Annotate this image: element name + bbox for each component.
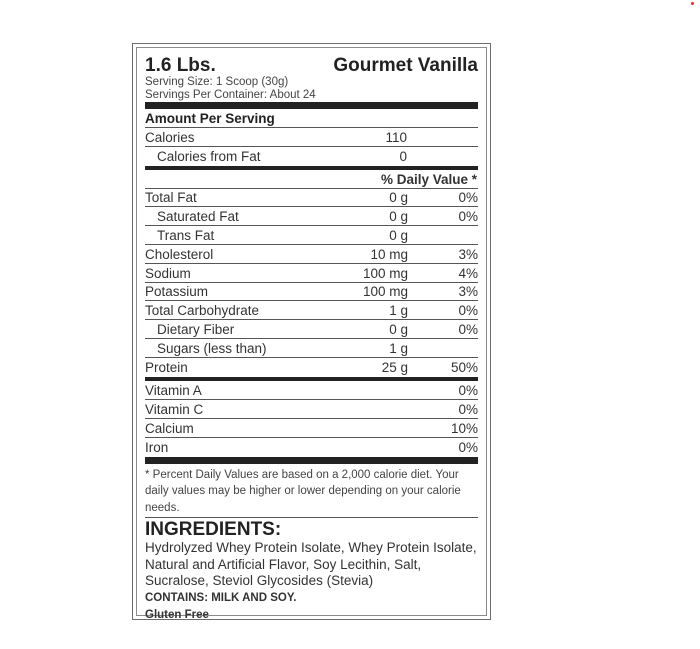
nutrient-row	[145, 339, 478, 358]
nutrient-name: Total Fat	[145, 190, 197, 206]
nutrition-label	[132, 43, 491, 620]
nutrient-name: Sugars (less than)	[157, 340, 267, 356]
calories-from-fat-amount: 0	[399, 148, 407, 164]
nutrient-daily-value: 0%	[458, 209, 478, 225]
ingredients-text: Hydrolyzed Whey Protein Isolate, Whey Protein Isolate, Natural and Artificial Flavor, Soy Lecithin, Salt, Sucralose, Steviol Glycosides (Stevia)	[145, 540, 477, 589]
nutrient-amount: 100 mg	[362, 284, 408, 300]
nutrient-amount: 0 g	[389, 227, 408, 243]
nutrient-name: Cholesterol	[145, 246, 214, 262]
calories-from-fat-name: Calories from Fat	[157, 148, 261, 164]
ingredients-title: INGREDIENTS:	[145, 519, 282, 541]
nutrient-amount: 25 g	[381, 359, 408, 375]
nutrient-row	[145, 226, 478, 245]
calories-row	[145, 128, 478, 147]
vitamin-row	[145, 419, 478, 438]
servings-per-container: Servings Per Container: About 24	[145, 88, 316, 101]
nutrient-name: Sodium	[145, 265, 191, 281]
vitamin-row	[145, 438, 478, 456]
divider-medium	[145, 166, 478, 170]
daily-value-header: % Daily Value *	[145, 171, 478, 189]
amount-per-serving: Amount Per Serving	[145, 110, 478, 128]
allergen-statement: CONTAINS: MILK AND SOY.	[145, 591, 297, 604]
nutrient-amount: 0 g	[389, 190, 408, 206]
vitamin-daily-value: 0%	[458, 402, 478, 418]
nutrient-row	[145, 358, 478, 376]
nutrient-daily-value: 4%	[458, 265, 478, 281]
gluten-free-statement: Gluten Free	[145, 608, 209, 621]
daily-value-footnote: * Percent Daily Values are based on a 2,000 calorie diet. Your daily values may be higher or lower depending on your calorie needs.	[145, 465, 478, 519]
corner-dot	[691, 2, 694, 5]
serving-size: Serving Size: 1 Scoop (30g)	[145, 76, 289, 88]
vitamin-name: Calcium	[145, 420, 194, 436]
divider-thick	[145, 102, 478, 109]
vitamin-name: Iron	[145, 439, 169, 455]
nutrient-amount: 0 g	[389, 321, 408, 337]
vitamin-list	[145, 382, 478, 456]
nutrient-daily-value: 0%	[458, 321, 478, 337]
nutrient-name: Potassium	[145, 284, 209, 300]
vitamin-row	[145, 382, 478, 401]
nutrient-row	[145, 207, 478, 226]
product-size: 1.6 Lbs.	[145, 55, 216, 76]
nutrient-daily-value: 3%	[458, 246, 478, 262]
nutrient-amount: 10 mg	[370, 246, 408, 262]
divider-medium	[145, 377, 478, 381]
nutrient-name: Saturated Fat	[157, 209, 239, 225]
vitamin-daily-value: 10%	[450, 420, 478, 436]
nutrient-daily-value: 3%	[458, 284, 478, 300]
vitamin-name: Vitamin A	[145, 383, 202, 399]
nutrient-list	[145, 189, 478, 376]
nutrition-label-inner	[136, 47, 487, 621]
calories-name: Calories	[145, 129, 195, 145]
nutrient-name: Total Carbohydrate	[145, 303, 260, 319]
nutrient-amount: 1 g	[389, 340, 408, 356]
calories-amount: 110	[385, 129, 407, 145]
nutrient-daily-value: 0%	[458, 190, 478, 206]
vitamin-daily-value: 0%	[458, 439, 478, 455]
nutrient-name: Protein	[145, 359, 188, 375]
nutrient-name: Trans Fat	[157, 227, 215, 243]
vitamin-daily-value: 0%	[458, 383, 478, 399]
nutrient-amount: 0 g	[389, 209, 408, 225]
nutrient-amount: 100 mg	[362, 265, 408, 281]
nutrient-daily-value: 0%	[458, 303, 478, 319]
nutrient-name: Dietary Fiber	[157, 321, 235, 337]
nutrient-row	[145, 245, 478, 264]
nutrient-row	[145, 283, 478, 302]
divider-thick	[145, 457, 478, 464]
calories-from-fat-row	[145, 147, 478, 165]
nutrient-row	[145, 189, 478, 208]
nutrient-daily-value: 50%	[450, 359, 478, 375]
vitamin-name: Vitamin C	[145, 402, 204, 418]
vitamin-row	[145, 400, 478, 419]
nutrient-row	[145, 301, 478, 320]
nutrient-row	[145, 264, 478, 283]
label-header	[145, 56, 478, 76]
nutrient-amount: 1 g	[389, 303, 408, 319]
product-flavor: Gourmet Vanilla	[333, 55, 478, 76]
nutrient-row	[145, 320, 478, 339]
